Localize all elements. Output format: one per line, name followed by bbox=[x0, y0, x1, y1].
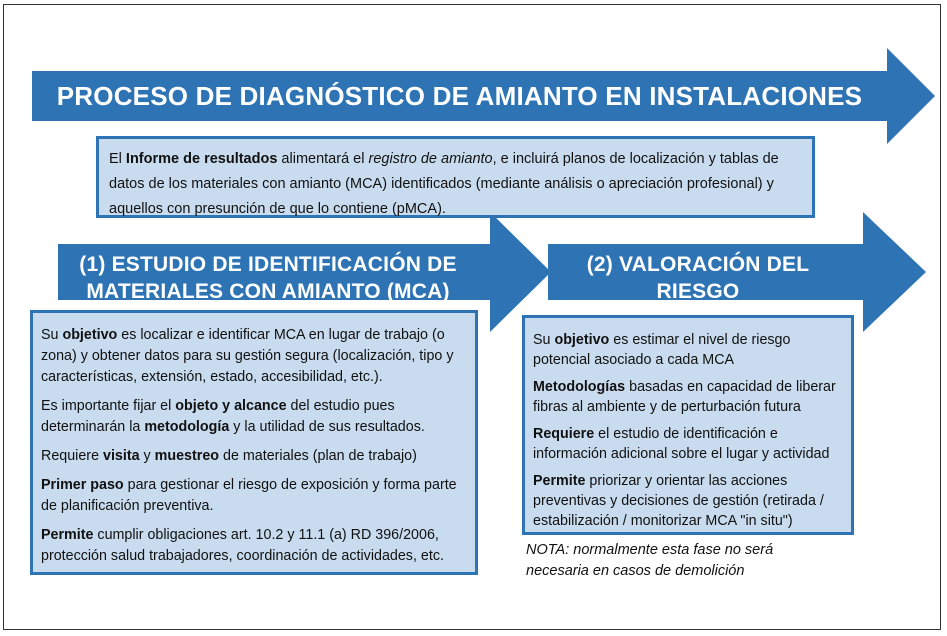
demolition-note bbox=[526, 540, 856, 582]
step-2-objective: Su objetivo es estimar el nivel de riesgo potencial asociado a cada MCA bbox=[533, 332, 791, 368]
step-1-title bbox=[58, 251, 478, 305]
note-line-1: NOTA: normalmente esta fase no será bbox=[526, 542, 774, 558]
step-1-title-line-1: (1) ESTUDIO DE IDENTIFICACIÓN DE bbox=[79, 253, 457, 276]
step-1-objective: Su objetivo es localizar e identificar MCA en lugar de trabajo (o zona) y obtener datos para su gestión segura (localización, tipo y características, extensión, estado, accesibilidad, etc.). bbox=[41, 327, 454, 385]
results-report-text: El Informe de resultados alimentará el registro de amianto, e incluirá planos de localización y tablas de datos de los materiales con amianto (MCA) identificados (mediante análisis o apreciación profesional) y aquellos con presunción de que lo contiene (pMCA). bbox=[109, 151, 779, 217]
step-1-permits: Permite cumplir obligaciones art. 10.2 y 11.1 (a) RD 396/2006, protección salud trabajadores, coordinación de actividades, etc. bbox=[41, 527, 444, 564]
step-1-requirements: Requiere visita y muestreo de materiales (plan de trabajo) bbox=[41, 448, 417, 464]
step-1-details-box bbox=[30, 310, 478, 575]
page-title: PROCESO DE DIAGNÓSTICO DE AMIANTO EN INSTALACIONES bbox=[56, 80, 863, 111]
results-report-box bbox=[96, 136, 815, 218]
step-2-methodologies: Metodologías basadas en capacidad de liberar fibras al ambiente y de perturbación futura bbox=[533, 379, 836, 415]
step-2-permits: Permite priorizar y orientar las acciones preventivas y decisiones de gestión (retirada / estabilización / monitorizar MCA "in situ") bbox=[533, 473, 824, 529]
note-line-2: necesaria en casos de demolición bbox=[526, 563, 745, 579]
step-1-title-line-2: MATERIALES CON AMIANTO (MCA) bbox=[86, 280, 450, 303]
step-2-requirements: Requiere el estudio de identificación e información adicional sobre el lugar y actividad bbox=[533, 426, 830, 462]
step-2-details-box bbox=[522, 315, 854, 535]
step-1-scope: Es importante fijar el objeto y alcance del estudio pues determinarán la metodología y la utilidad de sus resultados. bbox=[41, 398, 425, 435]
step-1-first-step: Primer paso para gestionar el riesgo de exposición y forma parte de planificación preventiva. bbox=[41, 477, 457, 514]
step-2-title-line-1: (2) VALORACIÓN DEL RIESGO bbox=[586, 253, 810, 303]
